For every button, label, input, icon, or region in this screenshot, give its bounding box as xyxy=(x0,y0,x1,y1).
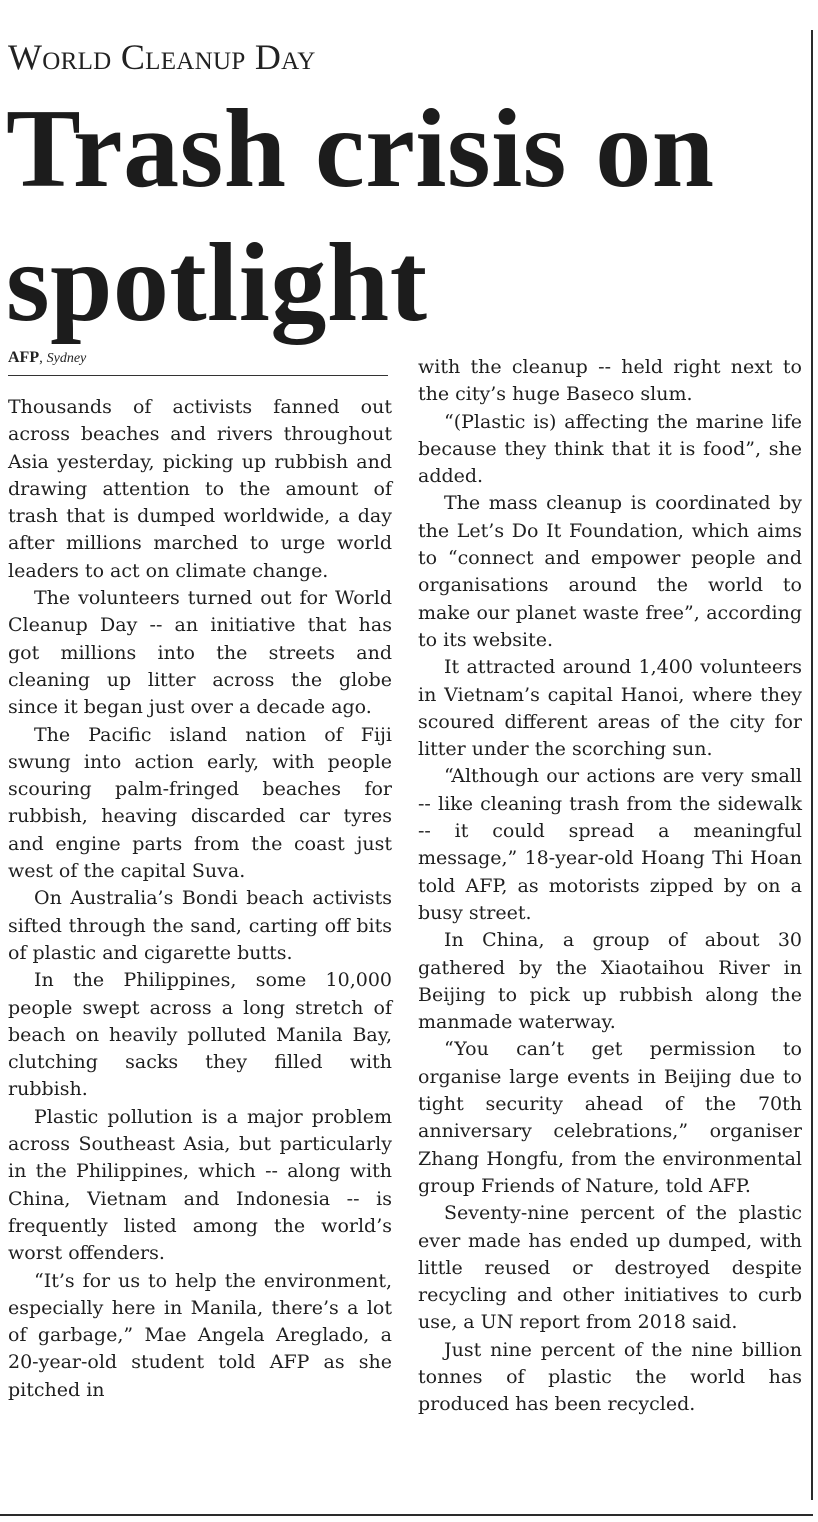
paragraph: “(Plastic is) affecting the marine life because they think that it is food”, she added. xyxy=(418,410,802,488)
page-border-right xyxy=(811,30,813,1500)
paragraph: Just nine percent of the nine billion tonnes of plastic the world has produced has been recycled. xyxy=(418,1338,802,1416)
headline: Trash crisis on spotlight xyxy=(6,87,715,345)
byline-city: Sydney xyxy=(46,351,87,366)
byline xyxy=(8,349,388,376)
paragraph: “You can’t get permission to organise large events in Beijing due to tight security ahead of the 70th anniversary celebrations,” organiser Zhang Hongfu, from the environmental group Friends of Nature, told AFP. xyxy=(418,1038,802,1197)
byline-separator: , xyxy=(39,350,47,366)
page-border-bottom xyxy=(0,1514,813,1516)
paragraph: On Australia’s Bondi beach activists sifted through the sand, carting off bits of plastic and cigarette butts. xyxy=(8,887,392,964)
paragraph: In the Philippines, some 10,000 people swept across a long stretch of beach on heavily polluted Manila Bay, clutching sacks they filled with rubbish. xyxy=(8,969,392,1101)
section-kicker: World Cleanup Day xyxy=(8,37,316,77)
article-column-left xyxy=(8,394,392,1404)
paragraph: The volunteers turned out for World Cleanup Day -- an initiative that has got millions into the streets and cleaning up litter across the globe since it began just over a decade ago. xyxy=(8,587,392,719)
paragraph-continuation: with the cleanup -- held right next to the city’s huge Baseco slum. xyxy=(418,356,802,406)
paragraph: The Pacific island nation of Fiji swung into action early, with people scouring palm-fringed beaches for rubbish, heaving discarded car tyres and engine parts from the coast just west of the capital Suva. xyxy=(8,723,392,883)
paragraph: It attracted around 1,400 volunteers in Vietnam’s capital Hanoi, where they scoured different areas of the city for litter under the scorching sun. xyxy=(418,656,802,761)
paragraph: “It’s for us to help the environment, especially here in Manila, there’s a lot of garbage,” Mae Angela Areglado, a 20-year-old student told AFP as she pitched in xyxy=(8,1269,392,1401)
paragraph: Plastic pollution is a major problem across Southeast Asia, but particularly in the Philippines, which -- along with China, Vietnam and Indonesia -- is frequently listed among the world’s worst offenders. xyxy=(8,1105,392,1265)
article-column-right xyxy=(418,354,802,1419)
paragraph: In China, a group of about 30 gathered by the Xiaotaihou River in Beijing to pick up rubbish along the manmade waterway. xyxy=(418,929,802,1034)
byline-agency: AFP xyxy=(8,349,40,366)
paragraph: The mass cleanup is coordinated by the Let’s Do It Foundation, which aims to “connect and empower people and organisations around the world to make our planet waste free”, according to its website. xyxy=(418,492,802,651)
paragraph: “Although our actions are very small -- like cleaning trash from the sidewalk -- it could spread a meaningful message,” 18-year-old Hoang Thi Hoan told AFP, as motorists zipped by on a busy street. xyxy=(418,765,802,924)
paragraph: Thousands of activists fanned out across beaches and rivers throughout Asia yesterday, picking up rubbish and drawing attention to the amount of trash that is dumped worldwide, a day after millions marched to urge world leaders to act on climate change. xyxy=(8,396,392,582)
paragraph: Seventy-nine percent of the plastic ever made has ended up dumped, with little reused or destroyed despite recycling and other initiatives to curb use, a UN report from 2018 said. xyxy=(418,1202,802,1334)
